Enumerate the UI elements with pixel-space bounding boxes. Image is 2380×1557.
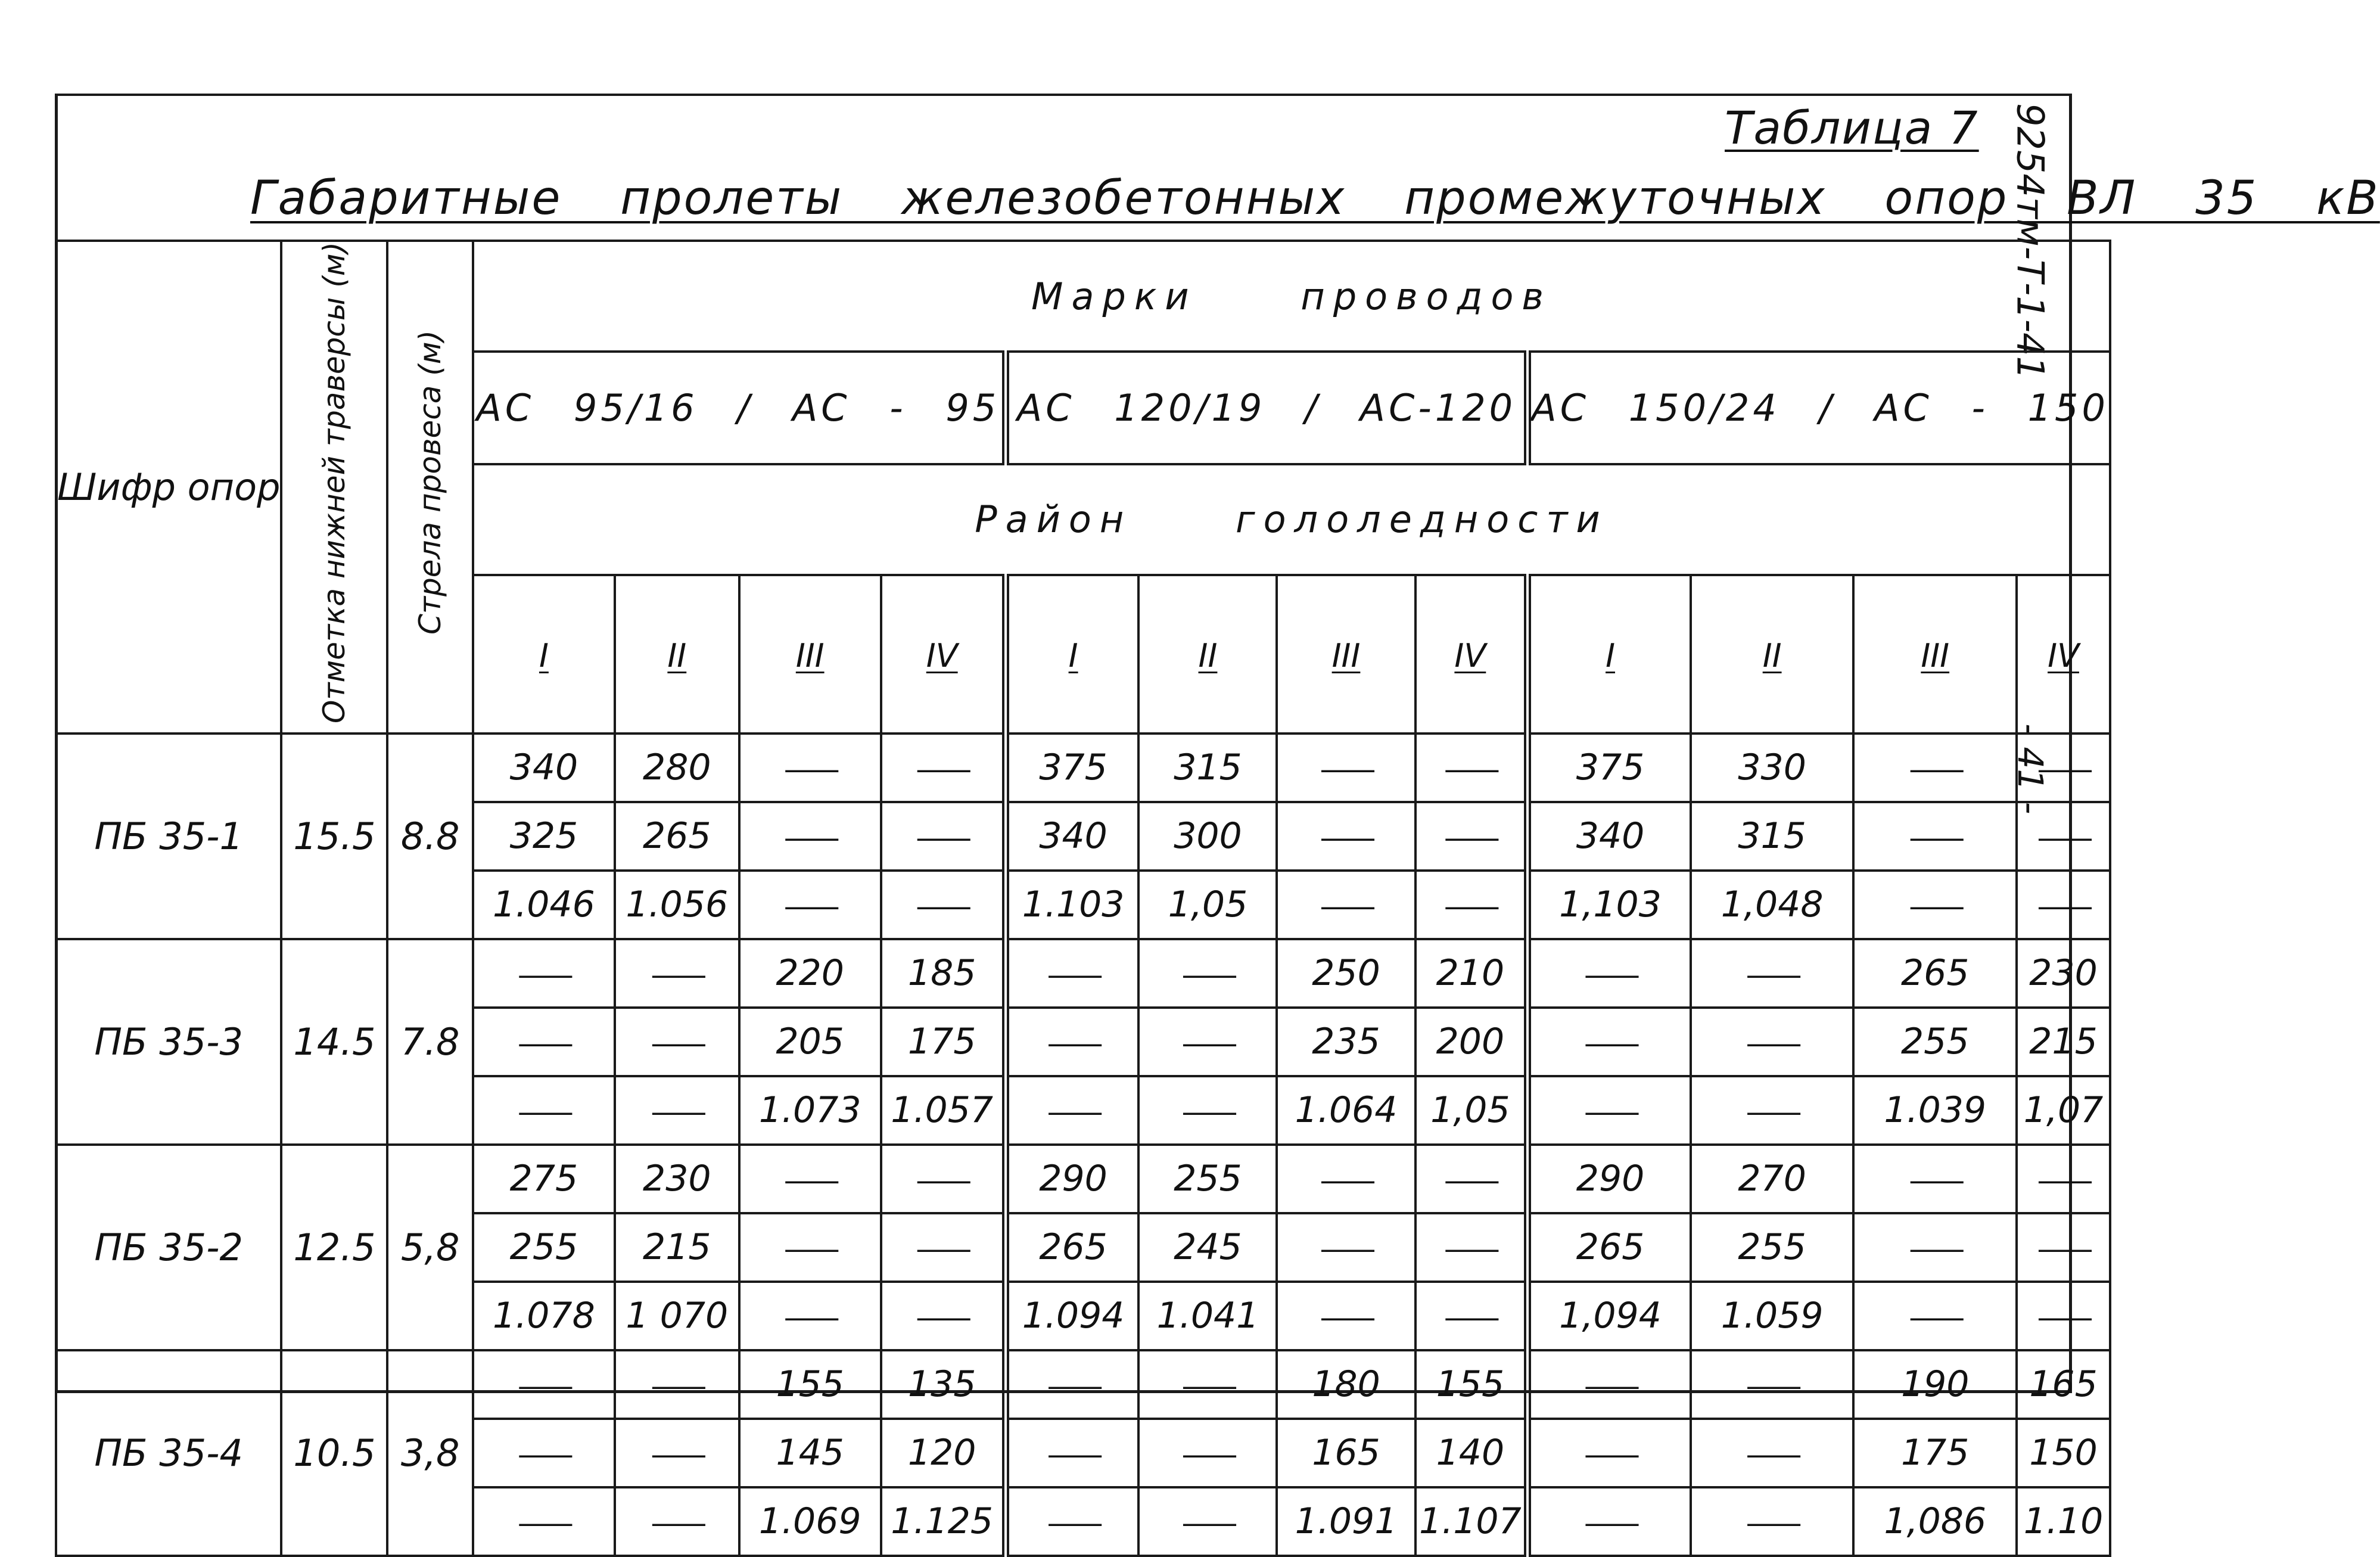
span-cell — [1527, 1076, 1691, 1145]
span-cell: 1,103 — [1527, 871, 1691, 939]
span-cell — [1415, 1145, 1528, 1213]
span-cell — [1277, 1282, 1415, 1350]
span-cell: 255 — [473, 1213, 615, 1282]
span-cell — [473, 1076, 615, 1145]
header-ice-region: Район гололедности — [473, 464, 2110, 575]
span-cell: 210 — [1415, 939, 1528, 1008]
ice-region-header: II — [615, 575, 739, 734]
span-cell — [2017, 1282, 2110, 1350]
span-cell — [1006, 1076, 1139, 1145]
span-cell — [881, 1213, 1006, 1282]
span-cell — [2017, 1213, 2110, 1282]
span-cell: 1,05 — [1138, 871, 1277, 939]
span-cell — [739, 734, 881, 802]
span-cell: 290 — [1527, 1145, 1691, 1213]
span-cell: 1.056 — [615, 871, 739, 939]
span-cell: 135 — [881, 1350, 1006, 1419]
ice-region-header: II — [1691, 575, 1854, 734]
support-code-cell: ПБ 35-4 — [56, 1350, 281, 1556]
span-cell — [1853, 1213, 2017, 1282]
span-cell — [1138, 939, 1277, 1008]
span-cell: 1,094 — [1527, 1282, 1691, 1350]
ice-region-header: I — [1527, 575, 1691, 734]
span-cell: 290 — [1006, 1145, 1139, 1213]
span-cell: 265 — [1853, 939, 2017, 1008]
span-cell: 145 — [739, 1419, 881, 1487]
span-cell — [2017, 871, 2110, 939]
span-cell: 1,086 — [1853, 1487, 2017, 1556]
page-number: - 41 - — [2010, 723, 2051, 815]
span-cell — [1415, 802, 1528, 871]
span-cell: 255 — [1853, 1008, 2017, 1076]
span-cell — [1277, 871, 1415, 939]
ice-region-header: IV — [881, 575, 1006, 734]
span-cell — [881, 1282, 1006, 1350]
table-row — [56, 1350, 2110, 1419]
span-cell: 1.107 — [1415, 1487, 1528, 1556]
ice-region-header: I — [1006, 575, 1139, 734]
span-cell — [739, 1213, 881, 1282]
ice-region-header: IV — [1415, 575, 1528, 734]
height-cell: 15.5 — [281, 734, 387, 939]
span-cell — [1138, 1487, 1277, 1556]
span-cell: 155 — [739, 1350, 881, 1419]
span-cell: 230 — [2017, 939, 2110, 1008]
span-cell: 1.057 — [881, 1076, 1006, 1145]
span-cell: 315 — [1691, 802, 1854, 871]
sag-cell: 7.8 — [387, 939, 473, 1145]
span-cell: 340 — [1527, 802, 1691, 871]
ice-region-header: III — [1853, 575, 2017, 734]
span-cell — [1527, 1419, 1691, 1487]
span-cell: 190 — [1853, 1350, 2017, 1419]
table-label: Таблица 7 — [1725, 101, 1979, 154]
spans-table — [55, 240, 2111, 1557]
sag-cell: 5,8 — [387, 1145, 473, 1350]
span-cell: 1,05 — [1415, 1076, 1528, 1145]
span-cell — [881, 802, 1006, 871]
span-cell: 1.078 — [473, 1282, 615, 1350]
span-cell: 230 — [615, 1145, 739, 1213]
wire-group-3: АС 150/24 / АС - 150 — [1527, 352, 2110, 464]
height-cell: 10.5 — [281, 1350, 387, 1556]
span-cell: 165 — [1277, 1419, 1415, 1487]
span-cell — [615, 1487, 739, 1556]
span-cell: 1.041 — [1138, 1282, 1277, 1350]
span-cell — [1853, 1282, 2017, 1350]
span-cell: 325 — [473, 802, 615, 871]
ice-region-header: IV — [2017, 575, 2110, 734]
span-cell: 1.046 — [473, 871, 615, 939]
span-cell: 1.059 — [1691, 1282, 1854, 1350]
wire-group-2: АС 120/19 / АС-120 — [1006, 352, 1528, 464]
span-cell: 1.064 — [1277, 1076, 1415, 1145]
col-header-code: Шифр опор — [56, 241, 281, 734]
drawing-code: 9254тм-Т-1-41 — [2008, 103, 2052, 380]
span-cell: 155 — [1415, 1350, 1528, 1419]
span-cell — [739, 802, 881, 871]
span-cell: 375 — [1006, 734, 1139, 802]
span-cell — [1853, 734, 2017, 802]
span-cell: 315 — [1138, 734, 1277, 802]
span-cell — [1691, 1076, 1854, 1145]
span-cell — [2017, 802, 2110, 871]
span-cell — [473, 1008, 615, 1076]
span-cell: 1.091 — [1277, 1487, 1415, 1556]
span-cell — [1527, 1350, 1691, 1419]
span-cell — [881, 1145, 1006, 1213]
ice-region-header: I — [473, 575, 615, 734]
span-cell — [473, 939, 615, 1008]
span-cell: 300 — [1138, 802, 1277, 871]
span-cell — [1691, 1419, 1854, 1487]
span-cell: 205 — [739, 1008, 881, 1076]
span-cell: 175 — [881, 1008, 1006, 1076]
span-cell: 1,07 — [2017, 1076, 2110, 1145]
span-cell — [1527, 1487, 1691, 1556]
span-cell — [1277, 1145, 1415, 1213]
span-cell: 245 — [1138, 1213, 1277, 1282]
span-cell — [2017, 734, 2110, 802]
span-cell — [615, 939, 739, 1008]
span-cell — [1006, 1419, 1139, 1487]
ice-region-header: III — [739, 575, 881, 734]
span-cell — [1415, 1282, 1528, 1350]
span-cell: 275 — [473, 1145, 615, 1213]
support-code-cell: ПБ 35-1 — [56, 734, 281, 939]
support-code-cell: ПБ 35-2 — [56, 1145, 281, 1350]
span-cell — [739, 1282, 881, 1350]
span-cell: 1.103 — [1006, 871, 1139, 939]
span-cell: 180 — [1277, 1350, 1415, 1419]
header-wire-brands: Марки проводов — [473, 241, 2110, 352]
span-cell — [1691, 1487, 1854, 1556]
span-cell: 150 — [2017, 1419, 2110, 1487]
height-cell: 14.5 — [281, 939, 387, 1145]
col-header-sag: Стрела провеса (м) — [387, 241, 473, 734]
col-header-height: Отметка нижней траверсы (м) — [281, 241, 387, 734]
span-cell: 1.073 — [739, 1076, 881, 1145]
span-cell — [1006, 939, 1139, 1008]
span-cell: 235 — [1277, 1008, 1415, 1076]
table-row — [56, 939, 2110, 1008]
wire-group-1: АС 95/16 / АС - 95 — [473, 352, 1006, 464]
span-cell — [1691, 939, 1854, 1008]
span-cell: 175 — [1853, 1419, 2017, 1487]
support-code-cell: ПБ 35-3 — [56, 939, 281, 1145]
span-cell: 255 — [1138, 1145, 1277, 1213]
ice-region-header: II — [1138, 575, 1277, 734]
span-cell — [1527, 1008, 1691, 1076]
span-cell — [1138, 1076, 1277, 1145]
span-cell — [1277, 734, 1415, 802]
span-cell — [615, 1076, 739, 1145]
span-cell — [1277, 1213, 1415, 1282]
span-cell — [1138, 1008, 1277, 1076]
span-cell: 265 — [615, 802, 739, 871]
span-cell — [1006, 1350, 1139, 1419]
span-cell — [739, 871, 881, 939]
span-cell: 120 — [881, 1419, 1006, 1487]
span-cell: 220 — [739, 939, 881, 1008]
span-cell: 375 — [1527, 734, 1691, 802]
span-cell: 140 — [1415, 1419, 1528, 1487]
span-cell: 215 — [615, 1213, 739, 1282]
span-cell — [1277, 802, 1415, 871]
span-cell — [2017, 1145, 2110, 1213]
span-cell — [1853, 1145, 2017, 1213]
sag-cell: 3,8 — [387, 1350, 473, 1556]
sag-cell: 8.8 — [387, 734, 473, 939]
table-row — [56, 734, 2110, 802]
span-cell: 165 — [2017, 1350, 2110, 1419]
span-cell — [739, 1145, 881, 1213]
span-cell — [615, 1419, 739, 1487]
span-cell — [1415, 734, 1528, 802]
span-cell: 265 — [1527, 1213, 1691, 1282]
span-cell: 250 — [1277, 939, 1415, 1008]
span-cell: 1.125 — [881, 1487, 1006, 1556]
span-cell: 215 — [2017, 1008, 2110, 1076]
span-cell: 340 — [1006, 802, 1139, 871]
span-cell: 1,048 — [1691, 871, 1854, 939]
span-cell — [1415, 871, 1528, 939]
span-cell — [1691, 1350, 1854, 1419]
span-cell — [1138, 1350, 1277, 1419]
span-cell — [473, 1419, 615, 1487]
page-title: Габаритные пролеты железобетонных промежуточных опор ВЛ 35 кВ — [250, 172, 2380, 225]
span-cell — [881, 734, 1006, 802]
span-cell: 1 070 — [615, 1282, 739, 1350]
span-cell: 255 — [1691, 1213, 1854, 1282]
span-cell — [615, 1008, 739, 1076]
ice-region-header: III — [1277, 575, 1415, 734]
height-cell: 12.5 — [281, 1145, 387, 1350]
span-cell: 185 — [881, 939, 1006, 1008]
span-cell — [473, 1350, 615, 1419]
span-cell — [1853, 871, 2017, 939]
span-cell — [1006, 1008, 1139, 1076]
span-cell: 200 — [1415, 1008, 1528, 1076]
span-cell — [1138, 1419, 1277, 1487]
span-cell — [1853, 802, 2017, 871]
span-cell: 1.094 — [1006, 1282, 1139, 1350]
span-cell: 270 — [1691, 1145, 1854, 1213]
span-cell: 330 — [1691, 734, 1854, 802]
span-cell — [1415, 1213, 1528, 1282]
span-cell: 280 — [615, 734, 739, 802]
span-cell — [1006, 1487, 1139, 1556]
table-row — [56, 1145, 2110, 1213]
span-cell — [1691, 1008, 1854, 1076]
span-cell: 340 — [473, 734, 615, 802]
span-cell — [1527, 939, 1691, 1008]
span-cell: 265 — [1006, 1213, 1139, 1282]
span-cell — [473, 1487, 615, 1556]
span-cell — [615, 1350, 739, 1419]
span-cell — [881, 871, 1006, 939]
span-cell: 1.10 — [2017, 1487, 2110, 1556]
span-cell: 1.039 — [1853, 1076, 2017, 1145]
span-cell: 1.069 — [739, 1487, 881, 1556]
